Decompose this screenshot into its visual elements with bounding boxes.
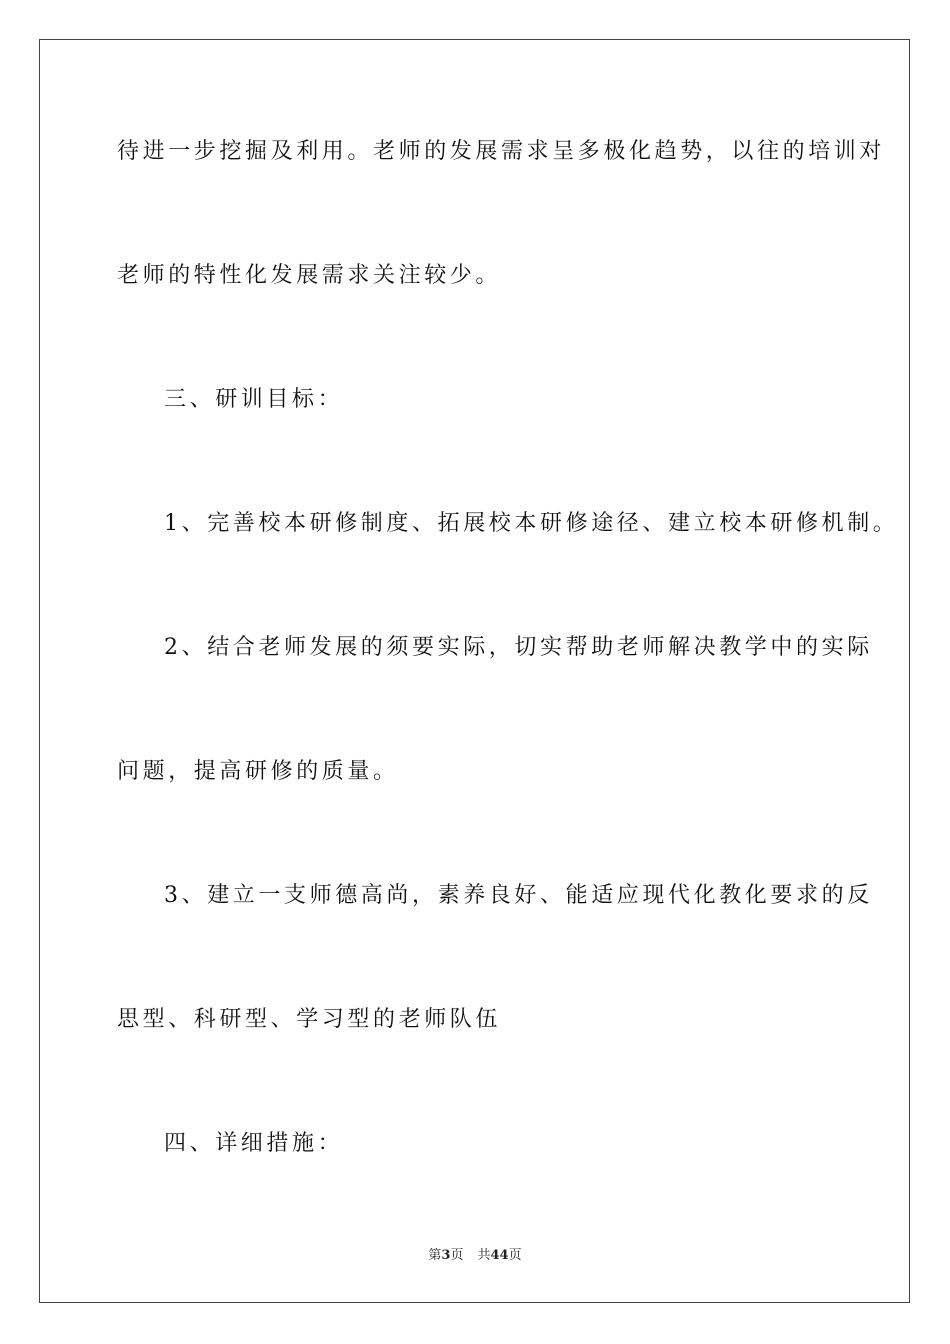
- paragraph-line: 问题，提高研修的质量。: [117, 759, 399, 784]
- footer-total-pages: 44: [490, 1248, 509, 1263]
- paragraph-line: 老师的特性化发展需求关注较少。: [117, 263, 502, 288]
- section-heading: 三、研训目标：: [164, 387, 344, 412]
- list-item: 3、建立一支师德高尚，素养良好、能适应现代化教化要求的反: [164, 883, 873, 908]
- list-item: 2、结合老师发展的须要实际，切实帮助老师解决教学中的实际: [164, 635, 873, 660]
- page-border: [39, 39, 910, 1303]
- paragraph-line: 待进一步挖掘及利用。老师的发展需求呈多极化趋势，以往的培训对: [117, 139, 886, 164]
- footer-page-suffix: 页: [450, 1248, 464, 1263]
- paragraph-line: 思型、科研型、学习型的老师队伍: [117, 1007, 502, 1032]
- section-heading: 四、详细措施：: [164, 1131, 344, 1156]
- footer-page-prefix: 第: [428, 1248, 442, 1263]
- page-footer: [0, 1247, 950, 1265]
- footer-total-prefix: 共: [477, 1248, 491, 1263]
- footer-page-number: 3: [441, 1248, 451, 1263]
- list-item: 1、完善校本研修制度、拓展校本研修途径、建立校本研修机制。: [164, 511, 899, 536]
- footer-total-suffix: 页: [508, 1248, 522, 1263]
